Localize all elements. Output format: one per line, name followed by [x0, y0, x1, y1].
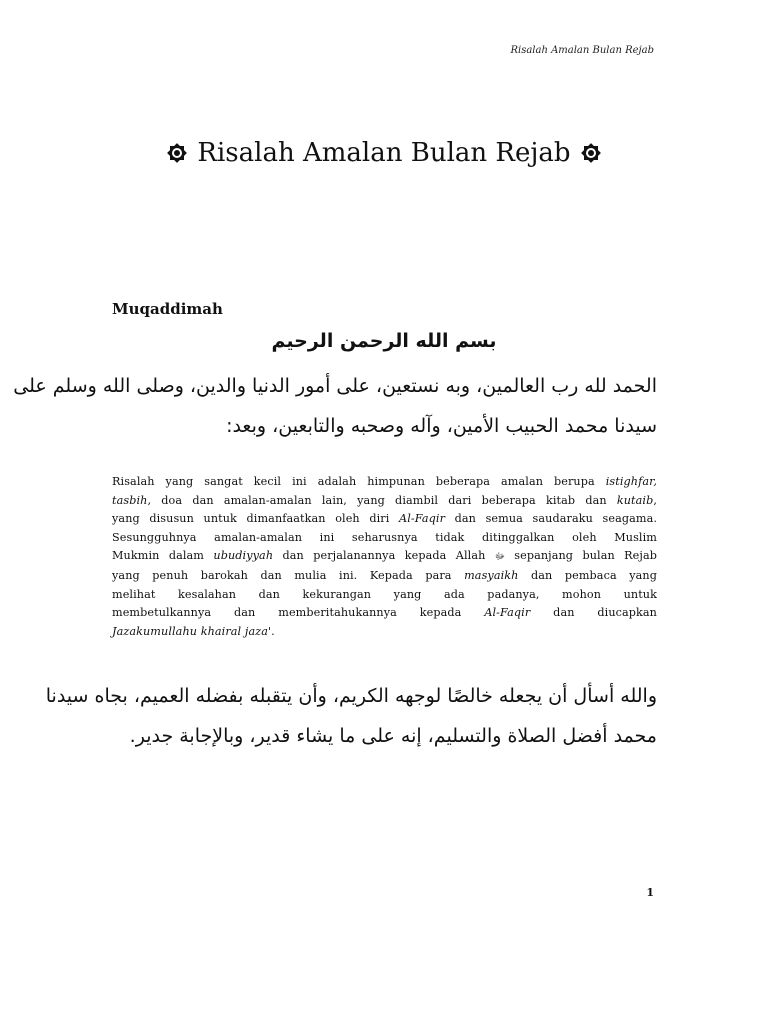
body-text: dan pembaca yang: [518, 568, 657, 582]
body-line: [112, 473, 657, 492]
body-line: [112, 604, 657, 623]
body-line: [112, 492, 657, 511]
body-text: ,: [653, 493, 657, 507]
title-text: Risalah Amalan Bulan Rejab: [197, 138, 571, 168]
arabic-opening-line: الحمد لله رب العالمين، وبه نستعين، على أمور الدنيا والدين، وصلى الله وسلم على: [13, 375, 657, 397]
body-text: yang penuh barokah dan mulia ini. Kepada para: [112, 568, 465, 582]
body-text: yang disusun untuk dimanfaatkan oleh diri: [112, 512, 400, 526]
body-italic: Al-Faqir: [484, 606, 531, 620]
body-text: sepanjang bulan Rejab: [504, 549, 658, 563]
body-line: [112, 510, 657, 529]
body-line: [112, 567, 657, 586]
body-text: Risalah yang sangat kecil ini adalah himpunan beberapa amalan berupa: [112, 475, 606, 488]
arabic-closing: [45, 676, 657, 756]
body-text: Mukmin dalam: [112, 549, 214, 563]
allah-ligature-glyph: ﷻ: [494, 552, 505, 563]
page-title: [0, 138, 768, 168]
section-heading: Muqaddimah: [112, 300, 223, 318]
arabic-closing-line: والله أسأل أن يجعله خالصًا لوجهه الكريم، وأن يتقبله بفضله العميم، بجاه سيدنا: [45, 685, 657, 707]
body-italic: Jazakumullahu khairal jaza': [112, 624, 272, 638]
eight-point-star-icon: [165, 141, 189, 165]
body-text: dan semua saudaraku seagama.: [445, 512, 658, 526]
arabic-closing-line: محمد أفضل الصلاة والتسليم، إنه على ما يشاء قدير، وبالإجابة جدير.: [129, 725, 657, 747]
body-text: dan perjalanannya kepada Allah: [273, 549, 495, 563]
body-italic: ubudiyyah: [213, 549, 274, 563]
body-text: .: [271, 624, 275, 638]
body-text: Sesungguhnya amalan-amalan ini seharusnya tidak ditinggalkan oleh Muslim: [112, 530, 657, 544]
body-line: [112, 623, 657, 642]
eight-point-star-icon: [579, 141, 603, 165]
body-italic: tasbih: [112, 493, 148, 507]
body-line: [112, 586, 657, 605]
running-header: Risalah Amalan Bulan Rejab: [510, 45, 654, 56]
body-italic: kutaib: [616, 493, 654, 507]
page-number: 1: [646, 886, 654, 899]
body-text: dan diucapkan: [530, 606, 657, 620]
arabic-opening-line: سيدنا محمد الحبيب الأمين، وآله وصحبه والتابعين، وبعد:: [226, 415, 657, 437]
body-text: , doa dan amalan-amalan lain, yang diambil dari beberapa kitab dan: [147, 493, 617, 507]
body-line: [112, 547, 657, 567]
body-line: [112, 529, 657, 548]
body-text: melihat kesalahan dan kekurangan yang ada padanya, mohon untuk: [112, 587, 657, 601]
body-paragraph: [112, 473, 657, 641]
body-text: membetulkannya dan memberitahukannya kepada: [112, 606, 485, 620]
body-italic: masyaikh: [464, 568, 519, 582]
arabic-opening: [13, 366, 657, 446]
body-italic: istighfar,: [605, 475, 657, 488]
body-italic: Al-Faqir: [399, 512, 446, 526]
basmala: بسم الله الرحمن الرحيم: [271, 330, 497, 352]
